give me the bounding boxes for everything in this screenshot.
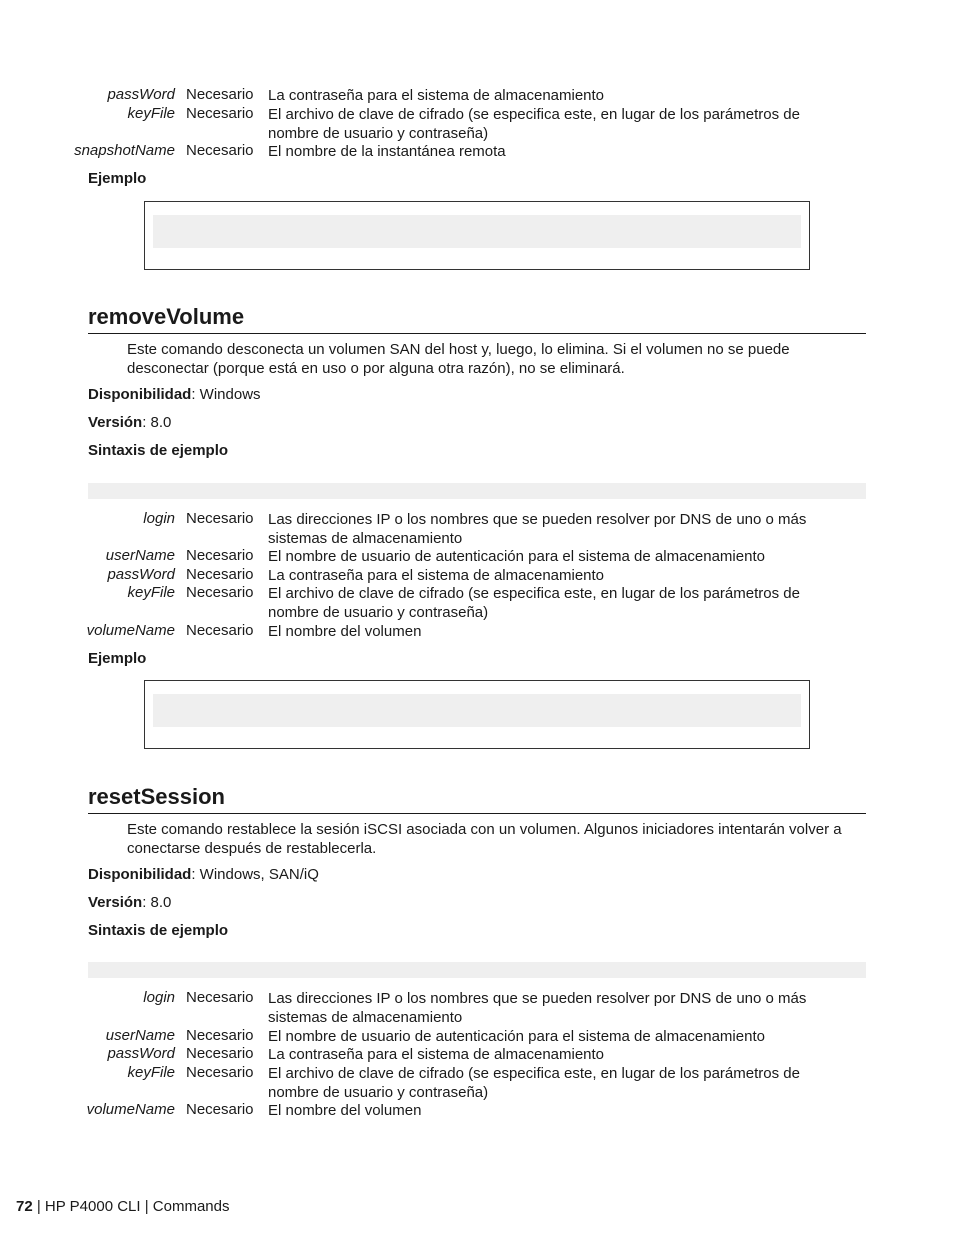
param-required: Necesario xyxy=(186,510,254,527)
param-description: Las direcciones IP o los nombres que se pueden resolver por DNS de uno o más sistemas de almacenamiento xyxy=(268,990,807,1026)
version-label: Versión xyxy=(88,414,143,431)
version-line xyxy=(88,414,171,431)
param-name: userName xyxy=(105,1027,175,1044)
param-description: El nombre del volumen xyxy=(268,1102,422,1119)
syntax-code-area xyxy=(88,962,866,978)
param-required: Necesario xyxy=(186,1027,254,1044)
param-name: passWord xyxy=(107,566,175,583)
example-box xyxy=(144,680,810,749)
param-name: login xyxy=(143,510,175,527)
param-required: Necesario xyxy=(186,105,254,122)
example-code-area xyxy=(153,694,801,727)
param-name: keyFile xyxy=(127,584,175,601)
page-footer xyxy=(16,1198,229,1215)
syntax-label: Sintaxis de ejemplo xyxy=(88,922,229,939)
version-value: : 8.0 xyxy=(142,894,172,911)
param-name: passWord xyxy=(107,1045,175,1062)
syntax-code-area xyxy=(88,483,866,499)
section-title-removevolume: removeVolume xyxy=(88,304,245,329)
version-line xyxy=(88,894,171,911)
section-divider xyxy=(88,813,866,814)
section-divider xyxy=(88,333,866,334)
availability-label: Disponibilidad xyxy=(88,386,192,403)
param-required: Necesario xyxy=(186,142,254,159)
availability-value: : Windows xyxy=(191,386,261,403)
param-description: La contraseña para el sistema de almacenamiento xyxy=(268,87,605,104)
param-name: volumeName xyxy=(86,1101,175,1118)
param-required: Necesario xyxy=(186,1101,254,1118)
param-required: Necesario xyxy=(186,584,254,601)
param-name: userName xyxy=(105,547,175,564)
param-required: Necesario xyxy=(186,566,254,583)
availability-label: Disponibilidad xyxy=(88,866,192,883)
param-name: snapshotName xyxy=(74,142,175,159)
param-required: Necesario xyxy=(186,547,254,564)
section-description: Este comando restablece la sesión iSCSI asociada con un volumen. Algunos iniciadores intentarán volver a conectarse después de restablecerla. xyxy=(127,821,842,857)
syntax-label: Sintaxis de ejemplo xyxy=(88,442,229,459)
param-name: volumeName xyxy=(86,622,175,639)
example-label: Ejemplo xyxy=(88,170,147,187)
param-required: Necesario xyxy=(186,1064,254,1081)
param-description: La contraseña para el sistema de almacenamiento xyxy=(268,1046,605,1063)
param-description: El archivo de clave de cifrado (se especifica este, en lugar de los parámetros de nombre de usuario y contraseña) xyxy=(268,106,800,142)
param-description: La contraseña para el sistema de almacenamiento xyxy=(268,567,605,584)
param-name: passWord xyxy=(107,86,175,103)
example-box xyxy=(144,201,810,270)
param-description: El archivo de clave de cifrado (se especifica este, en lugar de los parámetros de nombre de usuario y contraseña) xyxy=(268,1065,800,1101)
availability-line xyxy=(88,386,261,403)
footer-text: | HP P4000 CLI | Commands xyxy=(36,1198,230,1215)
param-description: El archivo de clave de cifrado (se especifica este, en lugar de los parámetros de nombre de usuario y contraseña) xyxy=(268,585,800,621)
param-description: El nombre del volumen xyxy=(268,623,422,640)
param-name: keyFile xyxy=(127,105,175,122)
page-number: 72 xyxy=(16,1198,33,1215)
availability-line xyxy=(88,866,319,883)
param-description: El nombre de usuario de autenticación para el sistema de almacenamiento xyxy=(268,1028,765,1045)
param-required: Necesario xyxy=(186,86,254,103)
param-name: login xyxy=(143,989,175,1006)
version-label: Versión xyxy=(88,894,143,911)
param-description: El nombre de usuario de autenticación para el sistema de almacenamiento xyxy=(268,548,765,565)
version-value: : 8.0 xyxy=(142,414,172,431)
section-title-resetsession: resetSession xyxy=(88,784,225,809)
example-label: Ejemplo xyxy=(88,650,147,667)
param-description: El nombre de la instantánea remota xyxy=(268,143,506,160)
section-description: Este comando desconecta un volumen SAN del host y, luego, lo elimina. Si el volumen no se puede desconectar (porque está en uso o por alguna otra razón), no se eliminará. xyxy=(127,341,790,377)
param-required: Necesario xyxy=(186,622,254,639)
availability-value: : Windows, SAN/iQ xyxy=(191,866,319,883)
param-name: keyFile xyxy=(127,1064,175,1081)
param-description: Las direcciones IP o los nombres que se pueden resolver por DNS de uno o más sistemas de almacenamiento xyxy=(268,511,807,547)
param-required: Necesario xyxy=(186,989,254,1006)
param-required: Necesario xyxy=(186,1045,254,1062)
example-code-area xyxy=(153,215,801,248)
